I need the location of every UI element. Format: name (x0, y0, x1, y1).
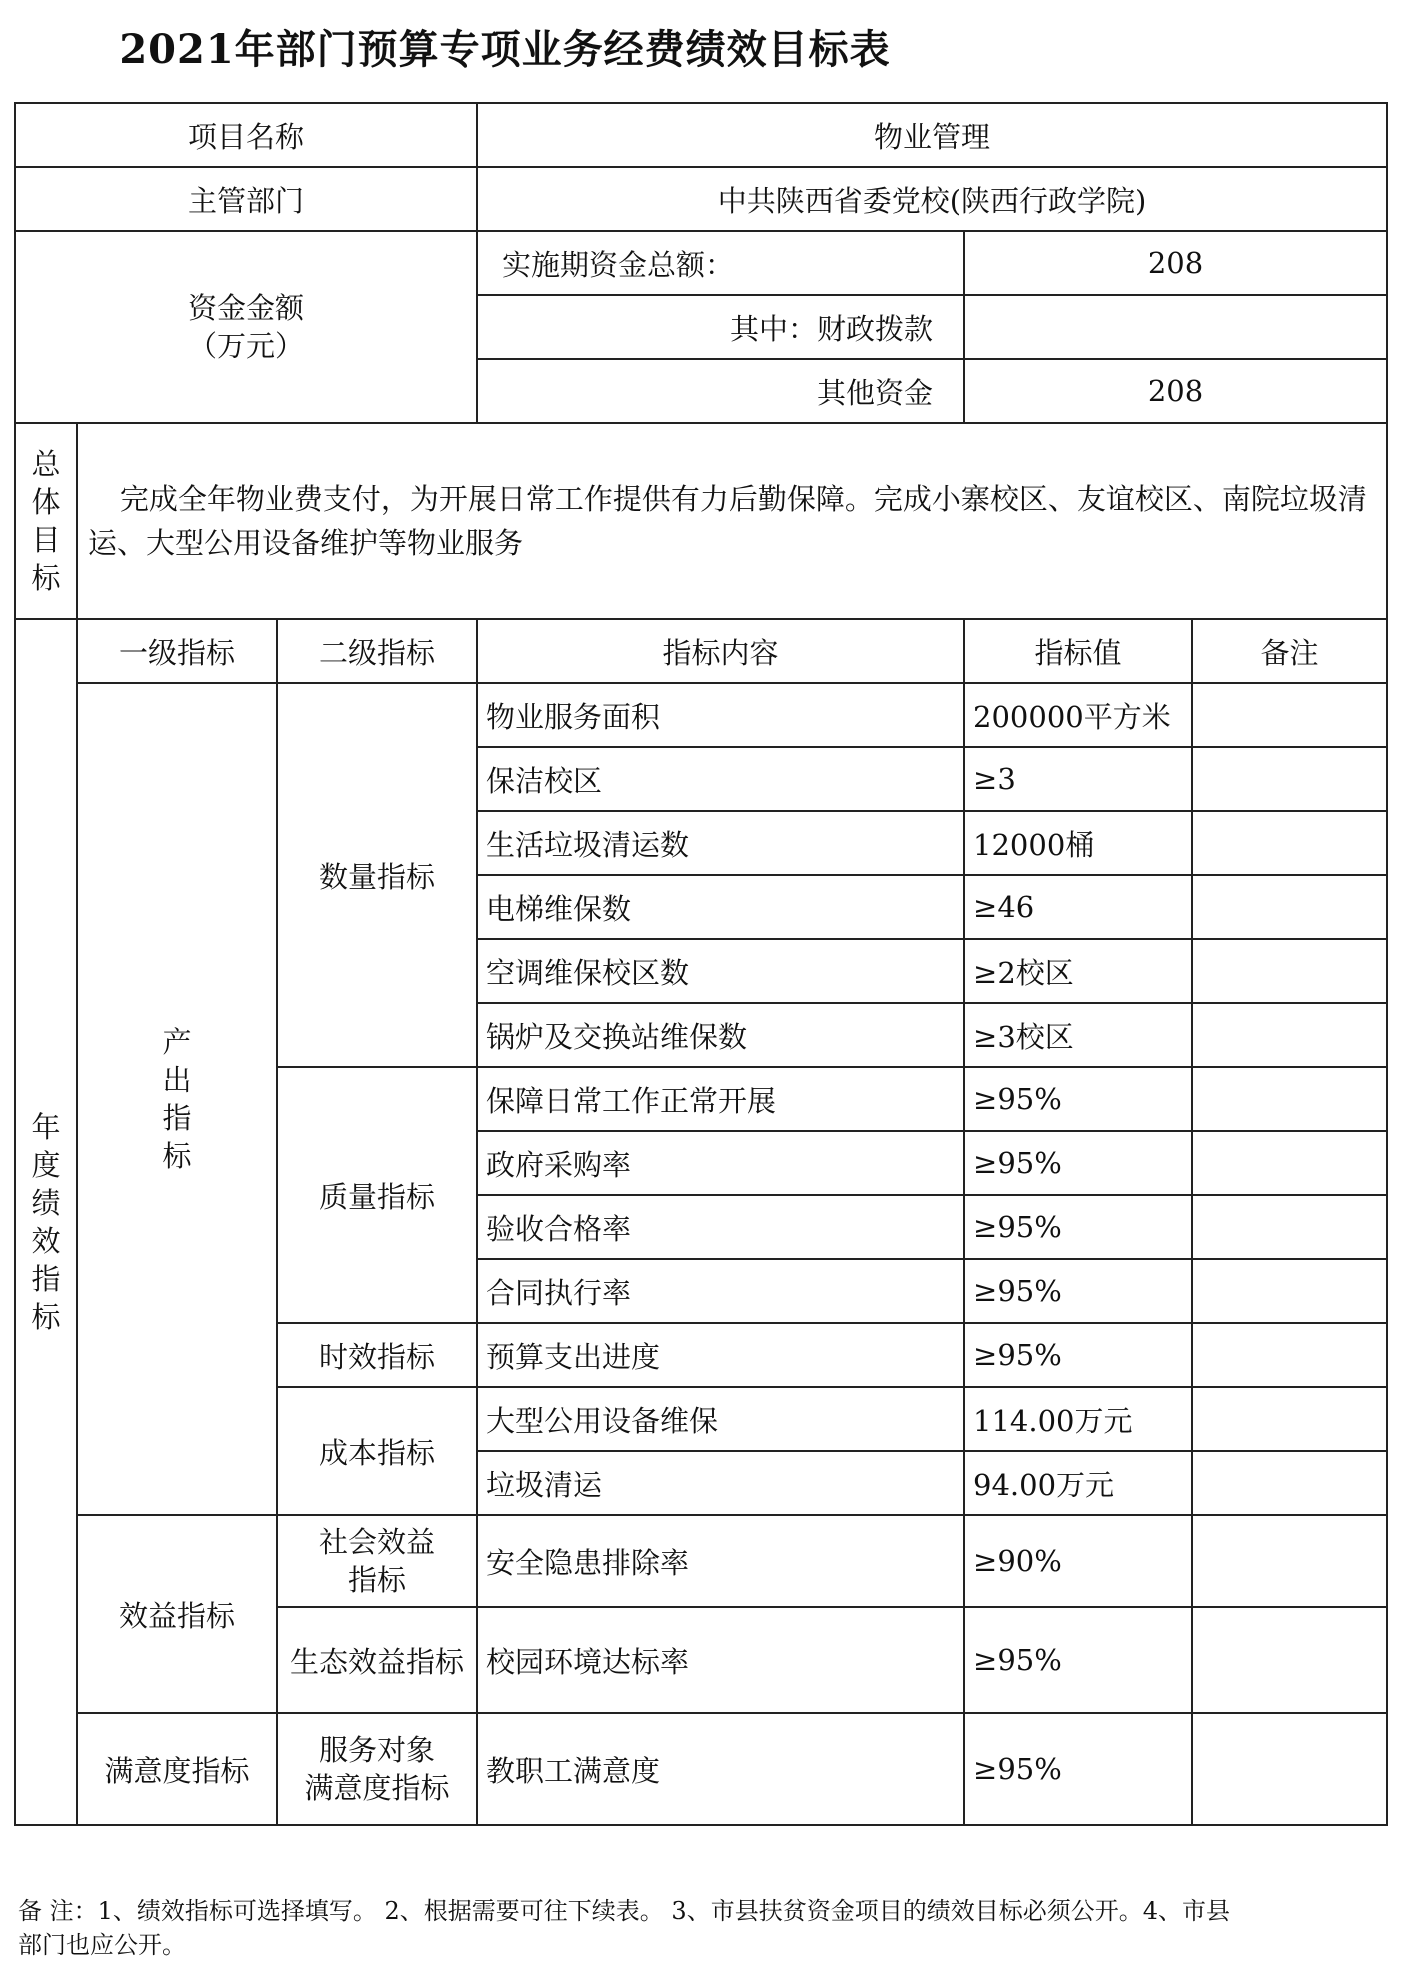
output-indicators-label: 产出指标 (77, 683, 277, 1515)
funds-row-total (15, 231, 1387, 295)
indicator-value: 94.00万元 (964, 1451, 1192, 1515)
funds-total-label: 实施期资金总额： (477, 231, 964, 295)
eco-benefit-label: 生态效益指标 (277, 1607, 477, 1713)
funds-total-value: 208 (964, 231, 1387, 295)
header-value: 指标值 (964, 619, 1192, 683)
indicator-content: 预算支出进度 (477, 1323, 964, 1387)
indicator-remark (1192, 1387, 1387, 1451)
indicator-header-row (15, 619, 1387, 683)
indicator-remark (1192, 1003, 1387, 1067)
quantity-indicators-label: 数量指标 (277, 683, 477, 1067)
indicator-content: 空调维保校区数 (477, 939, 964, 1003)
indicator-content: 锅炉及交换站维保数 (477, 1003, 964, 1067)
cost-indicators-label: 成本指标 (277, 1387, 477, 1515)
performance-table (14, 102, 1388, 1826)
indicator-remark (1192, 1607, 1387, 1713)
indicator-content: 合同执行率 (477, 1259, 964, 1323)
indicator-remark (1192, 1195, 1387, 1259)
header-level1: 一级指标 (77, 619, 277, 683)
indicator-content: 政府采购率 (477, 1131, 964, 1195)
funds-other-value: 208 (964, 359, 1387, 423)
indicator-remark (1192, 683, 1387, 747)
indicator-remark (1192, 1259, 1387, 1323)
indicator-value: ≥95% (964, 1195, 1192, 1259)
quality-indicators-label: 质量指标 (277, 1067, 477, 1323)
funds-fiscal-value (964, 295, 1387, 359)
header-level2: 二级指标 (277, 619, 477, 683)
indicator-value: 200000平方米 (964, 683, 1192, 747)
indicator-value: ≥46 (964, 875, 1192, 939)
project-row (15, 103, 1387, 167)
social-benefit-label: 社会效益 指标 (277, 1515, 477, 1607)
indicator-content: 教职工满意度 (477, 1713, 964, 1825)
header-content: 指标内容 (477, 619, 964, 683)
indicator-content: 保障日常工作正常开展 (477, 1067, 964, 1131)
funds-fiscal-label: 其中：财政拨款 (477, 295, 964, 359)
footnote-line2: 部门也应公开。 (18, 1931, 186, 1959)
indicator-value: ≥95% (964, 1323, 1192, 1387)
indicator-value: ≥3 (964, 747, 1192, 811)
indicator-remark (1192, 875, 1387, 939)
indicator-content: 电梯维保数 (477, 875, 964, 939)
funds-label-cell (15, 231, 477, 423)
project-value: 物业管理 (477, 103, 1387, 167)
indicator-content: 验收合格率 (477, 1195, 964, 1259)
indicator-remark (1192, 1067, 1387, 1131)
service-satisfaction-label: 服务对象 满意度指标 (277, 1713, 477, 1825)
indicator-remark (1192, 1323, 1387, 1387)
indicator-remark (1192, 1515, 1387, 1607)
indicator-content: 大型公用设备维保 (477, 1387, 964, 1451)
satisfaction-indicators-label: 满意度指标 (77, 1713, 277, 1825)
indicator-remark (1192, 1713, 1387, 1825)
footnote (18, 1894, 1388, 1962)
department-value: 中共陕西省委党校(陕西行政学院) (477, 167, 1387, 231)
funds-other-label: 其他资金 (477, 359, 964, 423)
goal-text: 完成全年物业费支付，为开展日常工作提供有力后勤保障。完成小寨校区、友谊校区、南院垃圾清运、大型公用设备维护等物业服务 (77, 423, 1387, 619)
goal-row (15, 423, 1387, 619)
indicator-remark (1192, 747, 1387, 811)
indicator-content: 物业服务面积 (477, 683, 964, 747)
annual-indicators-label: 年度绩效指标 (15, 619, 77, 1825)
indicator-content: 安全隐患排除率 (477, 1515, 964, 1607)
indicator-remark (1192, 939, 1387, 1003)
indicator-value: 12000桶 (964, 811, 1192, 875)
goal-label: 总体目标 (15, 423, 77, 619)
indicator-value: ≥95% (964, 1607, 1192, 1713)
table-row (15, 1515, 1387, 1607)
indicator-value: ≥2校区 (964, 939, 1192, 1003)
funds-label: 资金金额 (188, 291, 305, 325)
table-row (15, 1713, 1387, 1825)
department-label: 主管部门 (15, 167, 477, 231)
indicator-value: ≥95% (964, 1067, 1192, 1131)
indicator-value: ≥95% (964, 1713, 1192, 1825)
timeliness-indicators-label: 时效指标 (277, 1323, 477, 1387)
benefit-indicators-label: 效益指标 (77, 1515, 277, 1713)
funds-unit: （万元） (188, 329, 305, 363)
indicator-value: ≥95% (964, 1131, 1192, 1195)
header-remark: 备注 (1192, 619, 1387, 683)
indicator-value: 114.00万元 (964, 1387, 1192, 1451)
indicator-content: 校园环境达标率 (477, 1607, 964, 1713)
indicator-remark (1192, 811, 1387, 875)
indicator-content: 垃圾清运 (477, 1451, 964, 1515)
indicator-value: ≥95% (964, 1259, 1192, 1323)
department-row (15, 167, 1387, 231)
indicator-remark (1192, 1131, 1387, 1195)
indicator-value: ≥3校区 (964, 1003, 1192, 1067)
table-row (15, 683, 1387, 747)
footnote-line1: 备 注：1、绩效指标可选择填写。 2、根据需要可往下续表。 3、市县扶贫资金项目的绩效目标必须公开。4、市县 (18, 1897, 1230, 1925)
page-title: 2021年部门预算专项业务经费绩效目标表 (119, 26, 891, 73)
indicator-remark (1192, 1451, 1387, 1515)
indicator-content: 生活垃圾清运数 (477, 811, 964, 875)
indicator-content: 保洁校区 (477, 747, 964, 811)
indicator-value: ≥90% (964, 1515, 1192, 1607)
project-label: 项目名称 (15, 103, 477, 167)
